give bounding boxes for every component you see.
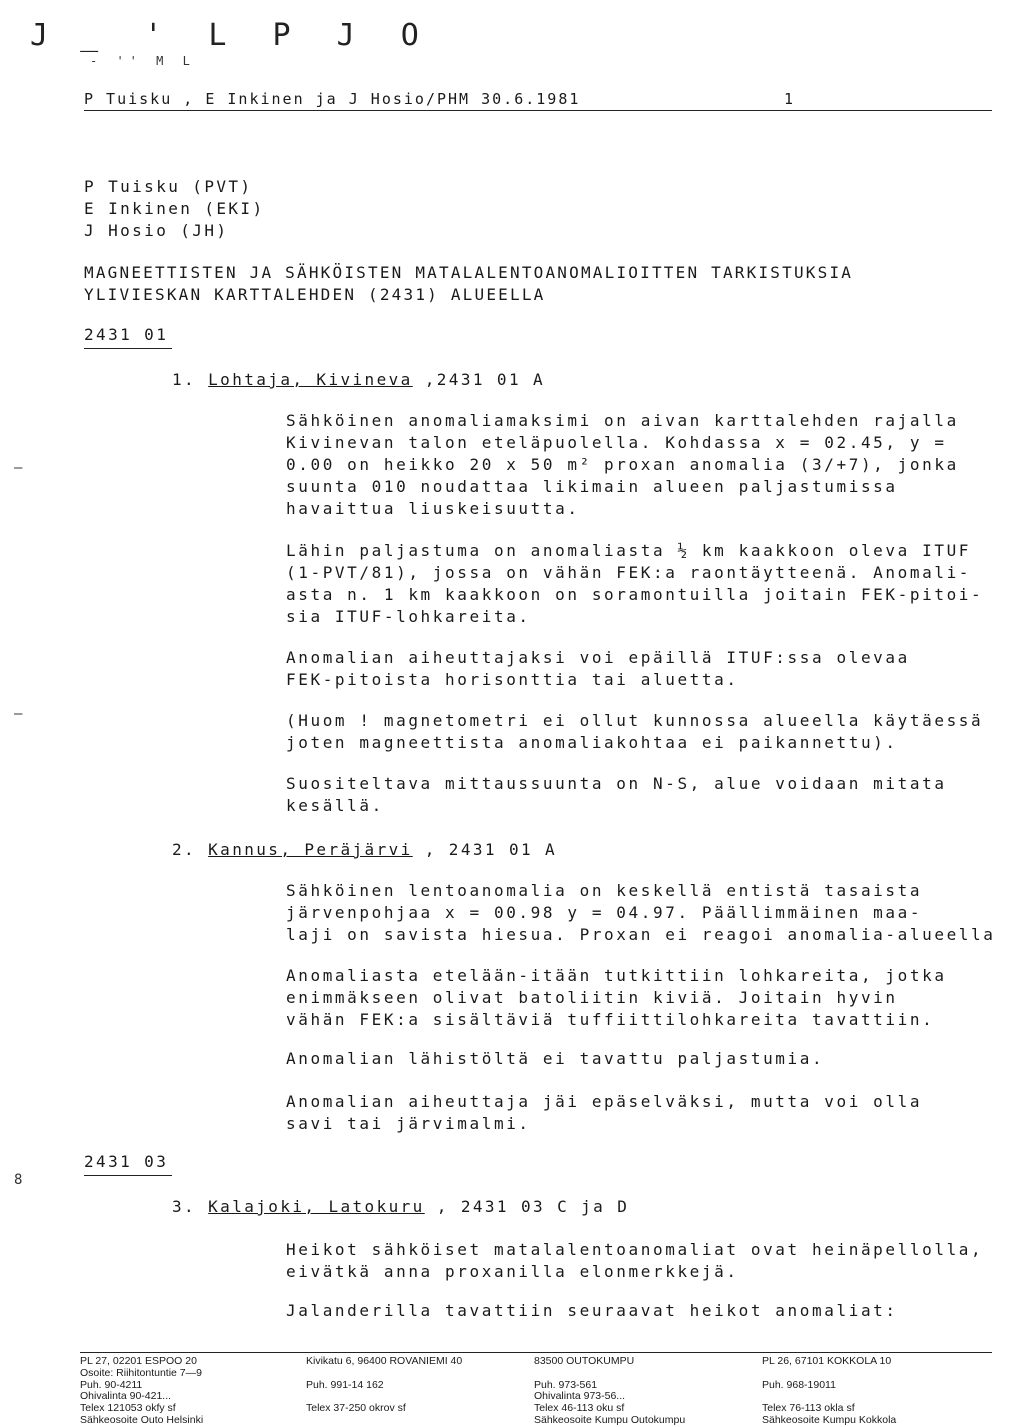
text-line: Lähin paljastuma on anomaliasta ½ km kaakkoon oleva ITUF	[286, 541, 972, 560]
footer-address-espoo: PL 27, 02201 ESPOO 20 Osoite: Riihitontuntie 7—9 Puh. 90-4211 Ohivalinta 90-421... Telex 121053 okfy sf Sähkeosoite Outo Helsinki	[80, 1355, 204, 1426]
paragraph	[286, 1048, 1016, 1070]
margin-mark: —	[14, 460, 23, 476]
map-sheet-code: 2431 03	[84, 1152, 172, 1176]
text-line: Kivinevan talon eteläpuolella. Kohdassa x = 02.45, y =	[286, 433, 947, 452]
author-line: P Tuisku (PVT)	[84, 177, 253, 196]
letterhead-footer	[80, 1352, 992, 1427]
text-line: vähän FEK:a sisältäviä tuffiittilohkareita tavattiin.	[286, 1010, 935, 1029]
text-line: Anomalian aiheuttaja jäi epäselväksi, mutta voi olla	[286, 1092, 923, 1111]
text-line: enimmäkseen olivat batoliitin kiviä. Joitain hyvin	[286, 988, 898, 1007]
footer-address-rovaniemi: Kivikatu 6, 96400 ROVANIEMI 40 Puh. 991-14 162 Telex 37-250 okrov sf	[306, 1355, 463, 1415]
item-code: ,2431 01 A	[412, 370, 546, 389]
paragraph	[286, 1091, 1016, 1135]
text-line: savi tai järvimalmi.	[286, 1114, 531, 1133]
text-line: Sähköinen lentoanomalia on keskellä entistä tasaista	[286, 881, 923, 900]
text-line: eivätkä anna proxanilla elonmerkkejä.	[286, 1262, 739, 1281]
paragraph	[286, 880, 1016, 946]
text-line: 0.00 on heikko 20 x 50 m² proxan anomalia (3/+7), jonka	[286, 455, 959, 474]
text-line: Sähköinen anomaliamaksimi on aivan karttalehden rajalla	[286, 411, 959, 430]
item-number: 1.	[172, 370, 197, 389]
text-line: Anomalian lähistöltä ei tavattu paljastumia.	[286, 1049, 825, 1068]
text-line: havaittua liuskeisuutta.	[286, 499, 580, 518]
margin-mark: —	[14, 706, 23, 722]
author-line: E Inkinen (EKI)	[84, 199, 265, 218]
item-code: , 2431 03 C ja D	[424, 1197, 630, 1216]
text-line: kesällä.	[286, 796, 384, 815]
paragraph	[286, 1239, 1016, 1283]
text-line: sia ITUF-lohkareita.	[286, 607, 531, 626]
text-line: Jalanderilla tavattiin seuraavat heikot anomaliat:	[286, 1301, 898, 1320]
paragraph	[286, 773, 1016, 817]
reference-line	[84, 90, 992, 111]
paragraph	[286, 1300, 1016, 1322]
document-title	[84, 262, 853, 306]
title-line: MAGNEETTISTEN JA SÄHKÖISTEN MATALALENTOANOMALIOITTEN TARKISTUKSIA	[84, 263, 854, 282]
page-number: 1	[784, 90, 796, 108]
text-line: Anomaliasta etelään-itään tutkittiin lohkareita, jotka	[286, 966, 947, 985]
item-number: 2.	[172, 840, 197, 859]
paragraph	[286, 647, 1016, 691]
footer-address-outokumpu: 83500 OUTOKUMPU Puh. 973-561 Ohivalinta 973-56... Telex 46-113 oku sf Sähkeosoite Kumpu Outokumpu	[534, 1355, 686, 1426]
text-line: laji on savista hiesua. Proxan ei reagoi anomalia-alueella	[286, 925, 996, 944]
item-number: 3.	[172, 1197, 197, 1216]
paragraph	[286, 710, 1016, 754]
text-line: Suositeltava mittaussuunta on N-S, alue voidaan mitata	[286, 774, 947, 793]
item-code: , 2431 01 A	[412, 840, 558, 859]
text-line: järvenpohjaa x = 00.98 y = 04.97. Päällimmäinen maa-	[286, 903, 923, 922]
item-heading	[172, 1197, 629, 1216]
text-line: Heikot sähköiset matalalentoanomaliat ovat heinäpellolla,	[286, 1240, 984, 1259]
author-list	[84, 176, 265, 242]
map-sheet-code: 2431 01	[84, 325, 172, 349]
text-line: FEK-pitoista horisonttia tai aluetta.	[286, 670, 739, 689]
text-line: asta n. 1 km kaakkoon on soramontuilla joitain FEK-pitoi-	[286, 585, 984, 604]
item-heading	[172, 840, 557, 859]
letterhead-logo: J ̲ ' L P J O	[30, 18, 433, 53]
item-place: Kannus, Peräjärvi	[208, 840, 413, 859]
text-line: joten magneettista anomaliakohtaa ei paikannettu).	[286, 733, 898, 752]
item-place: Lohtaja, Kivineva	[208, 370, 413, 389]
footer-address-kokkola: PL 26, 67101 KOKKOLA 10 Puh. 968-19011 Telex 76-113 okla sf Sähkeosoite Kumpu Kokkola	[762, 1355, 897, 1426]
text-line: Anomalian aiheuttajaksi voi epäillä ITUF:ssa olevaa	[286, 648, 910, 667]
margin-mark: 8	[14, 1172, 23, 1188]
paragraph	[286, 410, 1016, 520]
text-line: suunta 010 noudattaa likimain alueen paljastumissa	[286, 477, 898, 496]
title-line: YLIVIESKAN KARTTALEHDEN (2431) ALUEELLA	[84, 285, 546, 304]
text-line: (Huom ! magnetometri ei ollut kunnossa alueella käytäessä	[286, 711, 984, 730]
paragraph	[286, 540, 1016, 628]
reference-text: P Tuisku , E Inkinen ja J Hosio/PHM 30.6.1981	[84, 90, 581, 108]
item-heading	[172, 370, 545, 389]
letterhead-sub: - '' M L	[90, 54, 196, 68]
author-line: J Hosio (JH)	[84, 221, 229, 240]
item-place: Kalajoki, Latokuru	[208, 1197, 425, 1216]
text-line: (1-PVT/81), jossa on vähän FEK:a raontäytteenä. Anomali-	[286, 563, 972, 582]
paragraph	[286, 965, 1016, 1031]
